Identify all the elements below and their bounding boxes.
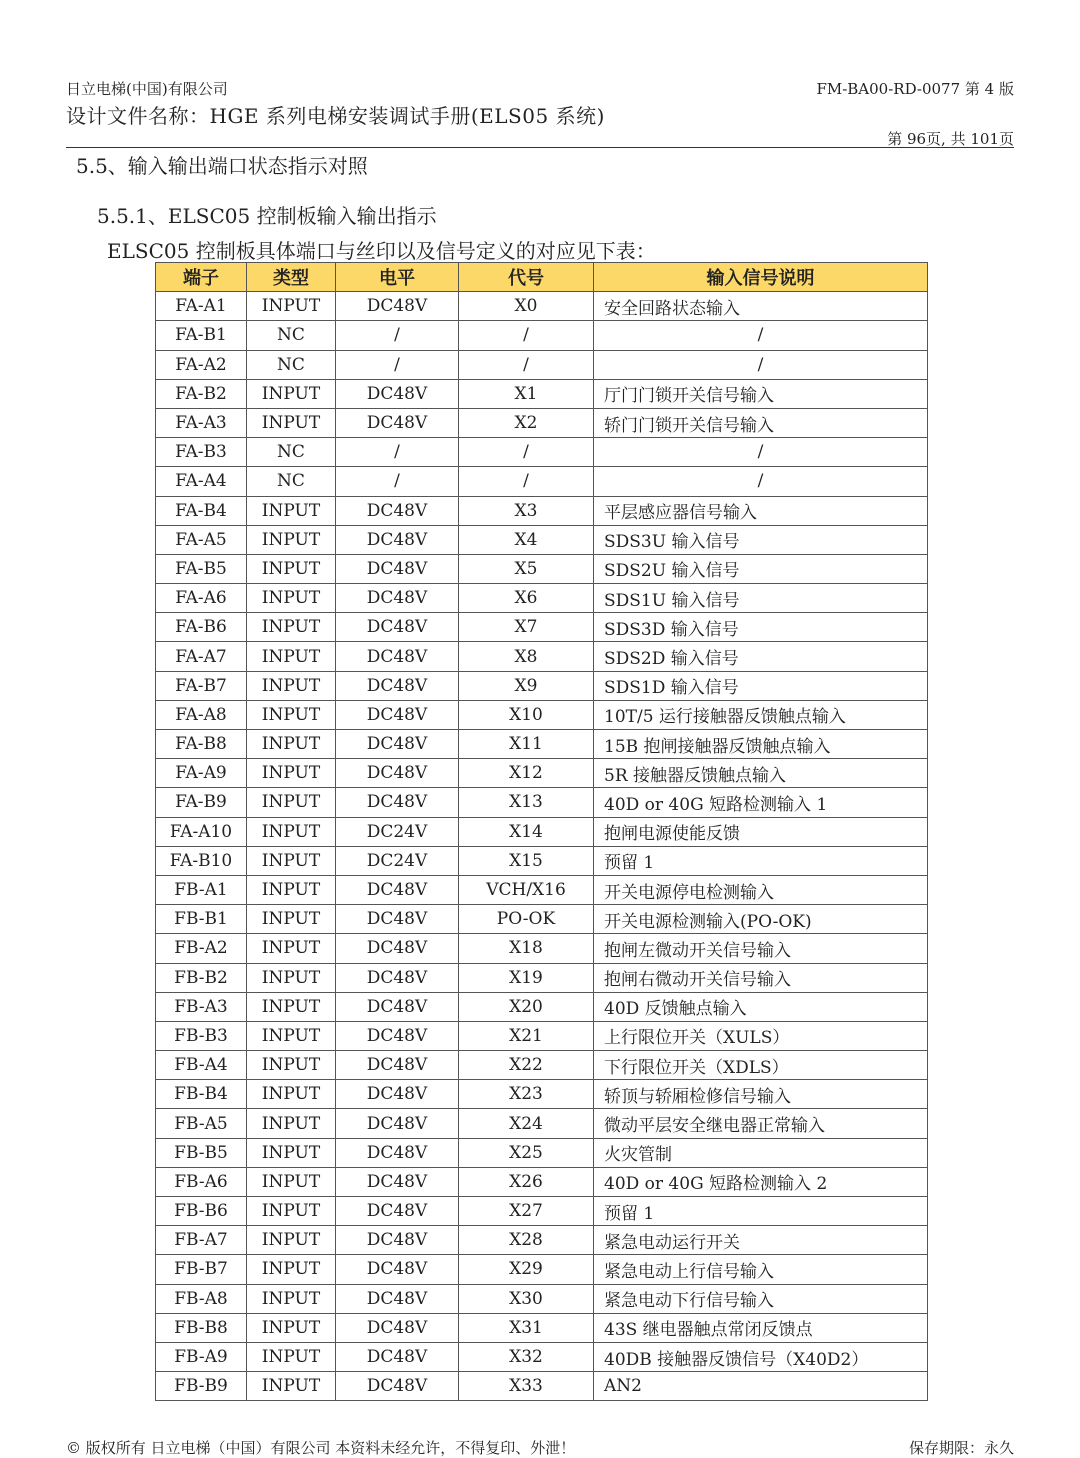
cell-type: NC xyxy=(247,467,336,496)
cell-terminal: FA-B6 xyxy=(156,613,247,642)
cell-description: / xyxy=(594,350,928,379)
subsection-heading: 5.5.1、ELSC05 控制板输入输出指示 xyxy=(97,204,437,228)
cell-code: X8 xyxy=(459,642,594,671)
cell-code: X23 xyxy=(459,1080,594,1109)
cell-description: 安全回路状态输入 xyxy=(594,292,928,321)
cell-description: SDS3D 输入信号 xyxy=(594,613,928,642)
cell-description: 15B 抱闸接触器反馈触点输入 xyxy=(594,730,928,759)
col-header-level: 电平 xyxy=(336,263,459,292)
table-row xyxy=(156,1313,928,1342)
table-row xyxy=(156,759,928,788)
cell-level: DC48V xyxy=(336,992,459,1021)
cell-terminal: FA-B10 xyxy=(156,846,247,875)
table-row xyxy=(156,1372,928,1401)
cell-description: 抱闸右微动开关信号输入 xyxy=(594,963,928,992)
cell-terminal: FA-B9 xyxy=(156,788,247,817)
cell-type: INPUT xyxy=(247,1372,336,1401)
table-row xyxy=(156,1197,928,1226)
table-row xyxy=(156,1226,928,1255)
cell-level: DC48V xyxy=(336,788,459,817)
col-header-code: 代号 xyxy=(459,263,594,292)
cell-code: X18 xyxy=(459,934,594,963)
cell-description: 开关电源检测输入(PO-OK) xyxy=(594,905,928,934)
cell-level: DC48V xyxy=(336,525,459,554)
cell-type: NC xyxy=(247,321,336,350)
cell-code: X2 xyxy=(459,408,594,437)
cell-code: X19 xyxy=(459,963,594,992)
copyright-notice: © 版权所有 日立电梯（中国）有限公司 本资料未经允许，不得复印、外泄！ xyxy=(66,1439,576,1457)
cell-level: DC48V xyxy=(336,292,459,321)
cell-code: VCH/X16 xyxy=(459,875,594,904)
cell-code: X14 xyxy=(459,817,594,846)
cell-type: INPUT xyxy=(247,1313,336,1342)
cell-type: INPUT xyxy=(247,846,336,875)
cell-level: DC48V xyxy=(336,1138,459,1167)
cell-level: DC48V xyxy=(336,496,459,525)
cell-code: X10 xyxy=(459,700,594,729)
cell-terminal: FB-B8 xyxy=(156,1313,247,1342)
cell-description: 下行限位开关（XDLS） xyxy=(594,1051,928,1080)
cell-terminal: FA-A2 xyxy=(156,350,247,379)
cell-code: X22 xyxy=(459,1051,594,1080)
cell-level: DC48V xyxy=(336,1226,459,1255)
document-title: 设计文件名称：HGE 系列电梯安装调试手册(ELS05 系统) xyxy=(66,104,605,128)
cell-code: X6 xyxy=(459,584,594,613)
cell-type: INPUT xyxy=(247,554,336,583)
cell-terminal: FB-B6 xyxy=(156,1197,247,1226)
cell-terminal: FB-A6 xyxy=(156,1167,247,1196)
cell-type: INPUT xyxy=(247,496,336,525)
cell-description: 预留 1 xyxy=(594,846,928,875)
cell-type: INPUT xyxy=(247,1021,336,1050)
cell-type: INPUT xyxy=(247,759,336,788)
cell-level: DC24V xyxy=(336,846,459,875)
table-row xyxy=(156,467,928,496)
table-row xyxy=(156,379,928,408)
table-row xyxy=(156,1021,928,1050)
cell-type: INPUT xyxy=(247,992,336,1021)
table-row xyxy=(156,554,928,583)
table-row xyxy=(156,992,928,1021)
cell-level: DC48V xyxy=(336,1167,459,1196)
cell-description: SDS3U 输入信号 xyxy=(594,525,928,554)
cell-code: X7 xyxy=(459,613,594,642)
table-row xyxy=(156,1167,928,1196)
header-divider xyxy=(66,147,1014,148)
cell-type: INPUT xyxy=(247,730,336,759)
cell-code: / xyxy=(459,467,594,496)
cell-description: 开关电源停电检测输入 xyxy=(594,875,928,904)
cell-code: X25 xyxy=(459,1138,594,1167)
cell-terminal: FB-A8 xyxy=(156,1284,247,1313)
cell-code: / xyxy=(459,438,594,467)
intro-text: ELSC05 控制板具体端口与丝印以及信号定义的对应见下表： xyxy=(107,239,656,263)
cell-code: X9 xyxy=(459,671,594,700)
table-row xyxy=(156,963,928,992)
cell-level: DC48V xyxy=(336,934,459,963)
cell-level: / xyxy=(336,467,459,496)
cell-terminal: FB-B9 xyxy=(156,1372,247,1401)
section-heading: 5.5、输入输出端口状态指示对照 xyxy=(76,154,368,178)
cell-code: X5 xyxy=(459,554,594,583)
table-row xyxy=(156,1109,928,1138)
cell-description: 40D or 40G 短路检测输入 2 xyxy=(594,1167,928,1196)
cell-description: 40D 反馈触点输入 xyxy=(594,992,928,1021)
table-row xyxy=(156,1255,928,1284)
table-row xyxy=(156,846,928,875)
cell-code: PO-OK xyxy=(459,905,594,934)
cell-level: DC48V xyxy=(336,554,459,583)
cell-description: 紧急电动下行信号输入 xyxy=(594,1284,928,1313)
table-row xyxy=(156,700,928,729)
cell-level: DC48V xyxy=(336,1080,459,1109)
cell-code: X28 xyxy=(459,1226,594,1255)
cell-description: 43S 继电器触点常闭反馈点 xyxy=(594,1313,928,1342)
cell-description: / xyxy=(594,438,928,467)
cell-code: X4 xyxy=(459,525,594,554)
cell-description: 抱闸电源使能反馈 xyxy=(594,817,928,846)
cell-description: 抱闸左微动开关信号输入 xyxy=(594,934,928,963)
cell-level: DC48V xyxy=(336,642,459,671)
cell-description: 上行限位开关（XULS） xyxy=(594,1021,928,1050)
cell-description: SDS2U 输入信号 xyxy=(594,554,928,583)
table-header-row xyxy=(156,263,928,292)
cell-code: X32 xyxy=(459,1342,594,1371)
cell-type: INPUT xyxy=(247,1167,336,1196)
io-port-table xyxy=(155,262,928,1401)
cell-type: NC xyxy=(247,350,336,379)
cell-terminal: FB-A3 xyxy=(156,992,247,1021)
cell-level: DC48V xyxy=(336,671,459,700)
cell-type: INPUT xyxy=(247,1080,336,1109)
cell-terminal: FA-A4 xyxy=(156,467,247,496)
cell-description: SDS2D 输入信号 xyxy=(594,642,928,671)
cell-type: INPUT xyxy=(247,1342,336,1371)
cell-level: DC48V xyxy=(336,730,459,759)
cell-type: INPUT xyxy=(247,379,336,408)
cell-type: INPUT xyxy=(247,1138,336,1167)
cell-code: X33 xyxy=(459,1372,594,1401)
cell-terminal: FA-A10 xyxy=(156,817,247,846)
cell-level: / xyxy=(336,350,459,379)
cell-code: / xyxy=(459,321,594,350)
cell-type: INPUT xyxy=(247,1255,336,1284)
cell-terminal: FB-B3 xyxy=(156,1021,247,1050)
cell-type: INPUT xyxy=(247,817,336,846)
cell-terminal: FA-A8 xyxy=(156,700,247,729)
cell-type: INPUT xyxy=(247,642,336,671)
cell-terminal: FB-A4 xyxy=(156,1051,247,1080)
cell-description: 40DB 接触器反馈信号（X40D2） xyxy=(594,1342,928,1371)
cell-code: X26 xyxy=(459,1167,594,1196)
cell-description: / xyxy=(594,321,928,350)
cell-level: DC48V xyxy=(336,1051,459,1080)
cell-description: AN2 xyxy=(594,1372,928,1401)
document-code: FM-BA00-RD-0077 第 4 版 xyxy=(816,80,1014,98)
cell-code: X11 xyxy=(459,730,594,759)
cell-type: INPUT xyxy=(247,905,336,934)
cell-description: 平层感应器信号输入 xyxy=(594,496,928,525)
cell-type: INPUT xyxy=(247,1284,336,1313)
cell-description: 轿顶与轿厢检修信号输入 xyxy=(594,1080,928,1109)
cell-level: DC48V xyxy=(336,613,459,642)
cell-description: SDS1D 输入信号 xyxy=(594,671,928,700)
cell-terminal: FB-B5 xyxy=(156,1138,247,1167)
cell-terminal: FB-B4 xyxy=(156,1080,247,1109)
cell-level: DC48V xyxy=(336,759,459,788)
cell-description: / xyxy=(594,467,928,496)
col-header-type: 类型 xyxy=(247,263,336,292)
cell-terminal: FA-B1 xyxy=(156,321,247,350)
cell-description: 紧急电动上行信号输入 xyxy=(594,1255,928,1284)
cell-code: X1 xyxy=(459,379,594,408)
table-row xyxy=(156,905,928,934)
cell-type: INPUT xyxy=(247,584,336,613)
cell-level: DC48V xyxy=(336,584,459,613)
table-row xyxy=(156,642,928,671)
table-row xyxy=(156,438,928,467)
cell-code: X27 xyxy=(459,1197,594,1226)
table-row xyxy=(156,613,928,642)
cell-level: DC48V xyxy=(336,1197,459,1226)
cell-terminal: FA-B8 xyxy=(156,730,247,759)
cell-terminal: FA-B3 xyxy=(156,438,247,467)
table-row xyxy=(156,350,928,379)
cell-level: DC48V xyxy=(336,1255,459,1284)
table-row xyxy=(156,525,928,554)
table-row xyxy=(156,584,928,613)
cell-level: DC48V xyxy=(336,905,459,934)
cell-description: 预留 1 xyxy=(594,1197,928,1226)
table-row xyxy=(156,671,928,700)
cell-terminal: FA-B4 xyxy=(156,496,247,525)
cell-code: X0 xyxy=(459,292,594,321)
cell-code: X13 xyxy=(459,788,594,817)
cell-level: DC48V xyxy=(336,963,459,992)
cell-type: INPUT xyxy=(247,1226,336,1255)
cell-type: INPUT xyxy=(247,963,336,992)
table-row xyxy=(156,875,928,904)
col-header-description: 输入信号说明 xyxy=(594,263,928,292)
cell-level: DC48V xyxy=(336,1284,459,1313)
cell-terminal: FA-A6 xyxy=(156,584,247,613)
cell-level: DC48V xyxy=(336,408,459,437)
cell-terminal: FB-B2 xyxy=(156,963,247,992)
cell-terminal: FB-A2 xyxy=(156,934,247,963)
table-row xyxy=(156,730,928,759)
table-body xyxy=(156,292,928,1401)
cell-description: 5R 接触器反馈触点输入 xyxy=(594,759,928,788)
cell-level: DC48V xyxy=(336,1313,459,1342)
table-row xyxy=(156,1284,928,1313)
table-row xyxy=(156,1138,928,1167)
cell-terminal: FA-A3 xyxy=(156,408,247,437)
cell-description: SDS1U 输入信号 xyxy=(594,584,928,613)
cell-description: 40D or 40G 短路检测输入 1 xyxy=(594,788,928,817)
cell-level: / xyxy=(336,321,459,350)
col-header-terminal: 端子 xyxy=(156,263,247,292)
cell-terminal: FB-A9 xyxy=(156,1342,247,1371)
cell-code: X24 xyxy=(459,1109,594,1138)
cell-code: X21 xyxy=(459,1021,594,1050)
table-row xyxy=(156,934,928,963)
cell-description: 火灾管制 xyxy=(594,1138,928,1167)
cell-description: 厅门门锁开关信号输入 xyxy=(594,379,928,408)
table-row xyxy=(156,1080,928,1109)
cell-level: DC24V xyxy=(336,817,459,846)
cell-type: INPUT xyxy=(247,613,336,642)
cell-code: X3 xyxy=(459,496,594,525)
cell-description: 轿门门锁开关信号输入 xyxy=(594,408,928,437)
cell-code: X29 xyxy=(459,1255,594,1284)
cell-code: X15 xyxy=(459,846,594,875)
cell-terminal: FA-B5 xyxy=(156,554,247,583)
cell-terminal: FA-A1 xyxy=(156,292,247,321)
cell-code: X12 xyxy=(459,759,594,788)
cell-level: DC48V xyxy=(336,1342,459,1371)
cell-terminal: FA-A5 xyxy=(156,525,247,554)
cell-terminal: FB-A7 xyxy=(156,1226,247,1255)
cell-level: DC48V xyxy=(336,700,459,729)
cell-type: INPUT xyxy=(247,700,336,729)
cell-type: INPUT xyxy=(247,292,336,321)
cell-level: DC48V xyxy=(336,1021,459,1050)
cell-description: 微动平层安全继电器正常输入 xyxy=(594,1109,928,1138)
cell-code: X30 xyxy=(459,1284,594,1313)
cell-description: 紧急电动运行开关 xyxy=(594,1226,928,1255)
cell-type: INPUT xyxy=(247,525,336,554)
cell-terminal: FB-A1 xyxy=(156,875,247,904)
cell-type: INPUT xyxy=(247,1051,336,1080)
cell-code: X31 xyxy=(459,1313,594,1342)
cell-code: X20 xyxy=(459,992,594,1021)
table-row xyxy=(156,1342,928,1371)
table-row xyxy=(156,788,928,817)
cell-terminal: FA-A7 xyxy=(156,642,247,671)
cell-terminal: FA-B7 xyxy=(156,671,247,700)
cell-type: INPUT xyxy=(247,875,336,904)
cell-terminal: FB-A5 xyxy=(156,1109,247,1138)
table-row xyxy=(156,292,928,321)
page-number: 第 96页, 共 101页 xyxy=(887,130,1014,148)
cell-level: / xyxy=(336,438,459,467)
cell-type: INPUT xyxy=(247,1109,336,1138)
cell-code: / xyxy=(459,350,594,379)
cell-type: INPUT xyxy=(247,1197,336,1226)
table-row xyxy=(156,817,928,846)
cell-description: 10T/5 运行接触器反馈触点输入 xyxy=(594,700,928,729)
cell-level: DC48V xyxy=(336,379,459,408)
cell-terminal: FB-B1 xyxy=(156,905,247,934)
cell-type: INPUT xyxy=(247,671,336,700)
cell-level: DC48V xyxy=(336,875,459,904)
cell-type: INPUT xyxy=(247,934,336,963)
cell-terminal: FA-B2 xyxy=(156,379,247,408)
table-row xyxy=(156,408,928,437)
cell-level: DC48V xyxy=(336,1372,459,1401)
table-row xyxy=(156,496,928,525)
cell-type: INPUT xyxy=(247,408,336,437)
company-name: 日立电梯(中国)有限公司 xyxy=(66,80,228,98)
table-row xyxy=(156,1051,928,1080)
cell-type: INPUT xyxy=(247,788,336,817)
cell-level: DC48V xyxy=(336,1109,459,1138)
cell-terminal: FA-A9 xyxy=(156,759,247,788)
cell-terminal: FB-B7 xyxy=(156,1255,247,1284)
table-row xyxy=(156,321,928,350)
retention-period: 保存期限：永久 xyxy=(908,1439,1014,1457)
cell-type: NC xyxy=(247,438,336,467)
